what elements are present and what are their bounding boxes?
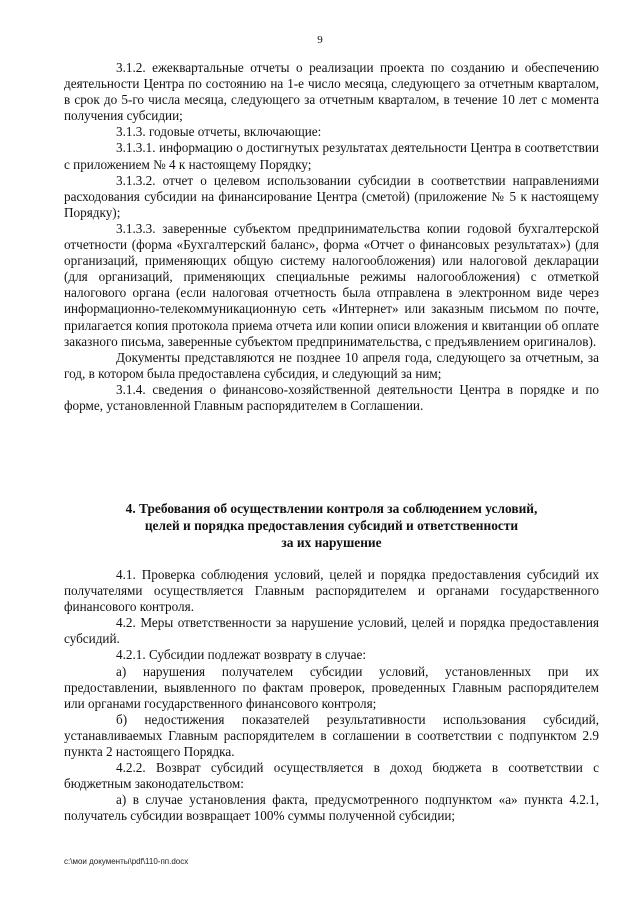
heading-line: за их нарушение [281, 535, 382, 550]
paragraph: Документы представляются не позднее 10 апреля года, следующего за отчетным, за год, в котором была предоставлена субсидия, и следующий за ним; [64, 349, 599, 381]
paragraph: 3.1.3.1. информацию о достигнутых результатах деятельности Центра в соответствии с приложением № 4 к настоящему Порядку; [64, 140, 599, 172]
paragraph: 4.1. Проверка соблюдения условий, целей и порядка предоставления субсидий их получателями осуществляется Главным распорядителем и органами государственного финансового контроля. [64, 567, 599, 615]
paragraph: 4.2.1. Субсидии подлежат возврату в случае: [116, 647, 367, 663]
paragraph: 4.2. Меры ответственности за нарушение условий, целей и порядка предоставления субсидий. [64, 615, 599, 647]
paragraph: 3.1.2. ежеквартальные отчеты о реализации проекта по созданию и обеспечению деятельности Центра по состоянию на 1-е число месяца, следующего за отчетным кварталом, в срок до 5-го числа месяца, следующего за отчетным кварталом, в течение 10 лет с момента получения субсидии; [64, 60, 599, 124]
document-body-top [64, 60, 599, 414]
footer-file-path: c:\мои документы\pdf\110-пп.docx [64, 857, 189, 866]
paragraph: б) недостижения показателей результативности использования субсидий, устанавливаемых Главным распорядителем в соглашении в соответствии с подпунктом 2.9 пункта 2 настоящего Порядка. [64, 711, 599, 760]
paragraph: 3.1.3. годовые отчеты, включающие: [116, 124, 322, 140]
paragraph: 4.2.2. Возврат субсидий осуществляется в доход бюджета в соответствии с бюджетным законодательством: [64, 760, 599, 792]
paragraph: 3.1.4. сведения о финансово-хозяйственной деятельности Центра в порядке и по форме, установленной Главным распорядителем в Соглашении. [64, 381, 599, 413]
heading-line: 4. Требования об осуществлении контроля за соблюдением условий, [125, 501, 538, 516]
paragraph: 3.1.3.3. заверенные субъектом предпринимательства копии годовой бухгалтерской отчетности (форма «Бухгалтерский баланс», форма «Отчет о финансовых результатах») (для организаций, применяющих общую систему налогообложения) или налоговой декларации (для организаций, применяющих специальные режимы налогообложения) с отметкой налогового органа (если налоговая отчетность была отправлена в электронном виде через информационно-телекоммуникационную сеть «Интернет» или заказным письмом по почте, прилагается копия протокола приема отчета или копии описи вложения и квитанции об оплате заказного письма, заверенные субъектом предпринимательства, с предъявлением оригиналов). [64, 220, 599, 349]
paragraph: а) нарушения получателем субсидии условий, установленных при их предоставлении, выявленного по фактам проверок, проведенных Главным распорядителем или органами государственного финансового контроля; [64, 663, 599, 711]
page-number: 9 [317, 34, 323, 46]
document-body-bottom [64, 567, 599, 825]
heading-line: целей и порядка предоставления субсидий и ответственности [144, 518, 519, 533]
paragraph: 3.1.3.2. отчет о целевом использовании субсидии в соответствии направлениями расходования субсидии на финансирование Центра (сметой) (приложение № 5 к настоящему Порядку); [64, 172, 599, 220]
section-heading [64, 500, 599, 551]
paragraph: а) в случае установления факта, предусмотренного подпунктом «а» пункта 4.2.1, получатель субсидии возвращает 100% суммы полученной субсидии; [64, 792, 599, 824]
